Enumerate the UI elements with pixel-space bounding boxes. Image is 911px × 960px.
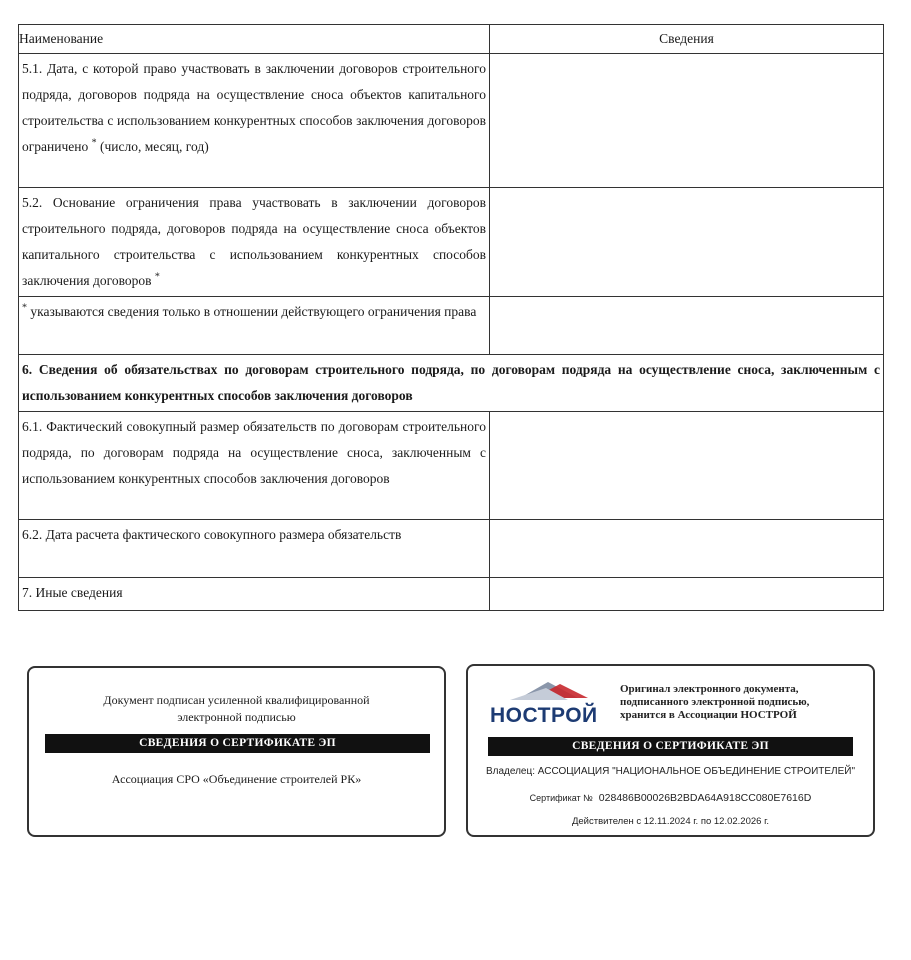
row-7-label: 7. Иные сведения (19, 578, 490, 611)
footnote-label (19, 297, 490, 355)
footnote-value (490, 297, 884, 355)
row-7-value (490, 578, 884, 611)
table-row (19, 412, 884, 520)
cert-owner: Владелец: АССОЦИАЦИЯ "НАЦИОНАЛЬНОЕ ОБЪЕДИНЕНИЕ СТРОИТЕЛЕЙ" (485, 766, 856, 777)
row-5-1-label (19, 54, 490, 188)
original-notice (620, 683, 809, 722)
cert-number: 028486B00026B2BDA64A918CC080E7616D (598, 792, 812, 804)
row-5-2-value (490, 188, 884, 297)
cert-info-bar: СВЕДЕНИЯ О СЕРТИФИКАТЕ ЭП (488, 737, 853, 756)
signed-notice (29, 692, 444, 726)
signature-stamp-left (27, 666, 446, 837)
cert-number-label: Сертификат № (529, 793, 593, 803)
original-line-2: подписанного электронной подписью, (620, 696, 810, 708)
signed-line-2: электронной подписью (177, 710, 296, 724)
original-line-1: Оригинал электронного документа, (620, 683, 799, 695)
row-6-2-label: 6.2. Дата расчета фактического совокупного размера обязательств (19, 520, 490, 578)
table-row (19, 297, 884, 355)
row-6-1-value (490, 412, 884, 520)
section-6-heading: 6. Сведения об обязательствах по договорам строительного подряда, по договорам подряда на осуществление сноса, заключенным с использованием конкурентных способов заключения договоров (19, 355, 884, 412)
table-row (19, 54, 884, 188)
signer-org: Ассоциация СРО «Объединение строителей РК» (111, 772, 362, 786)
table-header-row (19, 25, 884, 54)
row-6-2-value (490, 520, 884, 578)
nostroy-logo-text: НОСТРОЙ (490, 704, 598, 727)
table-row (19, 578, 884, 611)
cert-number-line (468, 792, 873, 804)
table-row (19, 188, 884, 297)
footnote-text: указываются сведения только в отношении действующего ограничения права (30, 304, 477, 319)
section-6-row (19, 355, 884, 412)
row-5-1-value (490, 54, 884, 188)
row-5-2-label (19, 188, 490, 297)
header-name: Наименование (19, 25, 490, 54)
footnote-star: * (91, 137, 97, 149)
table-row (19, 520, 884, 578)
footnote-star: * (154, 271, 160, 283)
cert-validity: Действителен с 12.11.2024 г. по 12.02.2026 г. (571, 816, 770, 827)
row-6-1-label: 6.1. Фактический совокупный размер обязательств по договорам строительного подряда, по договорам подряда на осуществление сноса, заключенным с использованием конкурентных способов заключения договоров (19, 412, 490, 520)
row-5-1-tail: (число, месяц, год) (99, 139, 209, 154)
footnote-star: * (22, 302, 27, 314)
signature-stamp-right (466, 664, 875, 837)
header-info: Сведения (490, 25, 884, 54)
row-5-2-text: 5.2. Основание ограничения права участвовать в заключении договоров строительного подряда, договоров подряда на осуществление сноса объектов капитального строительства с использованием конкурентных способов заключения договоров (22, 195, 486, 288)
row-5-1-text: 5.1. Дата, с которой право участвовать в заключении договоров строительного подряда, договоров подряда на осуществление сноса объектов капитального строительства с использованием конкурентных способов заключения договоров ограничено (22, 61, 486, 154)
data-table (18, 24, 884, 611)
signed-line-1: Документ подписан усиленной квалифицированной (103, 693, 370, 707)
cert-info-bar: СВЕДЕНИЯ О СЕРТИФИКАТЕ ЭП (45, 734, 430, 753)
original-line-3: хранится в Ассоциации НОСТРОЙ (620, 709, 797, 721)
